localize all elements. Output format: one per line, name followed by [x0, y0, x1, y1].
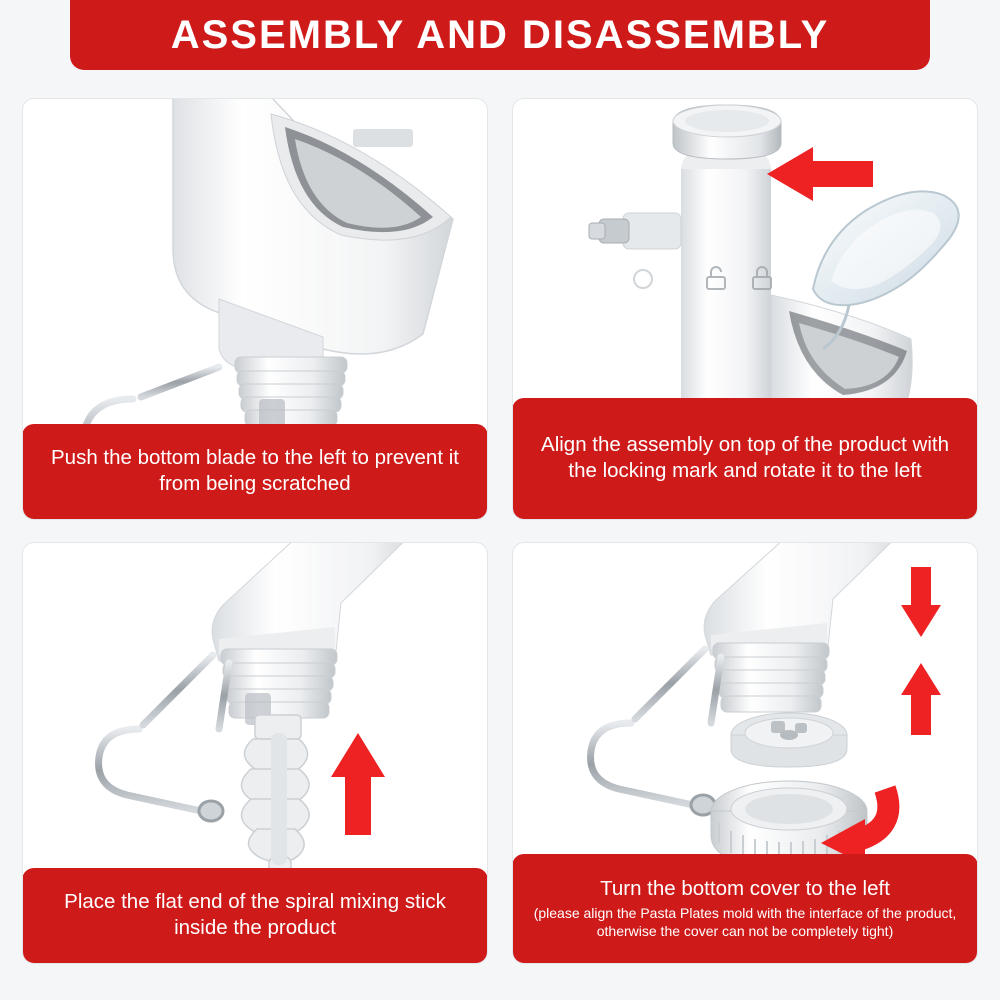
threaded-collar — [713, 643, 829, 712]
up-arrow-icon — [901, 663, 941, 735]
step-card-4 — [512, 542, 978, 964]
spiral-auger — [241, 715, 309, 881]
pasta-plate-mold — [731, 713, 847, 767]
steps-grid — [22, 98, 978, 964]
down-arrow-icon — [901, 567, 941, 637]
page-title: ASSEMBLY AND DISASSEMBLY — [170, 13, 830, 57]
straight-arrow-left-icon — [767, 147, 873, 201]
feed-funnel — [173, 99, 453, 354]
step-card-3 — [22, 542, 488, 964]
feed-funnel — [704, 543, 915, 655]
step-4-caption-text: Turn the bottom cover to the left — [600, 876, 890, 900]
wire-whisk-blade — [99, 655, 229, 811]
step-3-caption — [22, 868, 488, 964]
chrome-cap — [673, 105, 781, 159]
step-2-caption — [512, 398, 978, 520]
page-title-banner — [70, 0, 930, 70]
step-3-caption-text: Place the flat end of the spiral mixing stick inside the product — [64, 890, 446, 939]
step-1-caption — [22, 424, 488, 520]
step-4-caption-subtext: (please align the Pasta Plates mold with the interface of the product, otherwise the cover can not be completely tight) — [533, 905, 957, 939]
step-card-1 — [22, 98, 488, 520]
wire-whisk-blade — [591, 649, 721, 805]
feed-funnel — [212, 543, 423, 661]
threaded-collar — [221, 649, 337, 725]
drive-shaft — [589, 213, 681, 249]
step-4-caption — [512, 854, 978, 964]
whisk-tip — [199, 801, 223, 821]
step-1-caption-text: Push the bottom blade to the left to prevent it from being scratched — [51, 446, 459, 495]
step-2-caption-text: Align the assembly on top of the product with the locking mark and rotate it to the left — [541, 433, 949, 482]
step-card-2 — [512, 98, 978, 520]
straight-arrow-up-icon — [331, 733, 385, 835]
